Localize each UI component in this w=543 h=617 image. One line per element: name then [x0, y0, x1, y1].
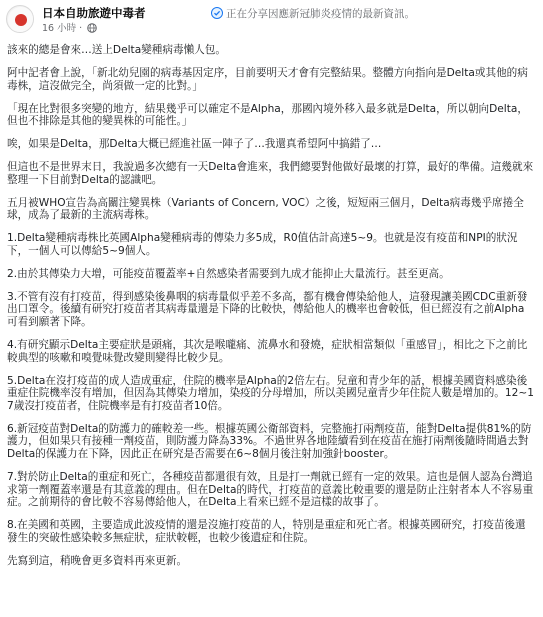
post-meta: 16 小時 ·	[42, 20, 97, 36]
page-avatar[interactable]	[6, 5, 34, 33]
activity-text: 正在分享因應新冠肺炎疫情的最新資訊。	[226, 8, 415, 20]
globe-icon	[87, 23, 97, 36]
activity-status	[211, 6, 415, 21]
post-paragraph: 4.有研究顯示Delta主要症狀是頭痛，其次是喉嚨痛、流鼻水和發燒，症狀相當類似「重感冒」，相比之下之前比較典型的咳嗽和嗅覺味覺改變則變得比較少見。	[7, 339, 528, 364]
post-paragraph: 該來的總是會來…送上Delta變種病毒懶人包。	[7, 44, 226, 56]
activity-icon	[211, 7, 223, 19]
page-avatar-image	[7, 6, 34, 33]
post-paragraph: 「現在比對很多突變的地方，結果幾乎可以確定不是Alpha，那國內境外移入最多就是Delta，所以朝向Delta，但也不排除是其他的變異株的可能性。」	[7, 102, 528, 128]
post-paragraph: 但這也不是世界末日，我說過多次總有一天Delta會進來，我們總要對他做好最壞的打算，最好的準備。這幾就來整理一下目前對Delta的認識吧。	[7, 161, 534, 186]
post-paragraph: 6.新冠疫苗對Delta的防護力的確較差一些。根據英國公衛部資料，完整施打兩劑疫苗，能對Delta提供81%的防護力，但如果只有接種一劑疫苗，則防護力降為33%。不過世界各地陸續看到在疫苗在施打兩劑後隨時間過去對Delta的保護力在下降，因此正在研究是否需要在6~8個月後注射加強針booster。	[7, 422, 532, 460]
page-name-link[interactable]: 日本自助旅遊中毒者	[42, 6, 146, 20]
post-paragraph: 唉，如果是Delta，那Delta大概已經進社區一陣子了…我還真希望阿中搞錯了…	[7, 138, 382, 151]
post-paragraph: 1.Delta變種病毒株比英國Alpha變種病毒的傳染力多5成，R0值估計高達5~9。也就是沒有疫苗和NPI的狀況下，一個人可以傳給5~9個人。	[7, 232, 518, 257]
post-timestamp[interactable]: 16 小時	[42, 23, 77, 34]
post-paragraph: 阿中記者會上說，「新北幼兒園的病毒基因定序，目前要明天才會有完整結果。整體方向指向是Delta或其他的病毒株，這沒做完全，尚須做一定的比對。」	[7, 66, 528, 92]
post-paragraph: 5.Delta在沒打疫苗的成人造成重症，住院的機率是Alpha的2倍左右。兒童和青少年的話，根據美國資料感染後重症住院機率沒有增加，但因為其傳染力增加，染疫的分母增加，所以美國兒童青少年住院人數是增加的。12~17歲沒打疫苗者，住院機率是有打疫苗者10倍。	[7, 374, 534, 412]
post-paragraph: 先寫到這，稍晚會更多資料再來更新。	[7, 554, 188, 567]
post-body	[7, 44, 535, 578]
post-paragraph: 7.對於防止Delta的重症和死亡，各種疫苗都還很有效，且是打一劑就已經有一定的效果。這也是個人認為台灣追求第一劑覆蓋率還是有其意義的理由。但在Delta的時代，打疫苗的意義比較重要的還是防止注射者本人不容易重症。之前期待的會比較不容易傳給他人，在Delta上看來已經不是這樣的故事了。	[7, 470, 534, 509]
post-paragraph: 3.不管有沒有打疫苗，得到感染後鼻咽的病毒量似乎差不多高，都有機會傳染給他人，這發現讓美國CDC重新發出口罩令。後續有研究打疫苗者其病毒量還是下降的比較快，傳給他人的機率也會較低，但已經沒有之前Alpha可看到願著下降。	[7, 290, 528, 329]
post-header	[6, 4, 538, 32]
post-paragraph: 8.在美國和英國，主要造成此波疫情的還是沒施打疫苗的人，特別是重症和死亡者。根據英國研究，打疫苗後還發生的突破性感染較多無症狀，症狀較輕，也較少後遺症和住院。	[7, 519, 526, 544]
post-paragraph: 2.由於其傳染力大增，可能疫苗覆蓋率+自然感染者需要到九成才能抑止大量流行。甚至更高。	[7, 267, 450, 280]
post-paragraph: 五月被WHO宣告為高關注變異株（Variants of Concern, VOC）之後，短短兩三個月，Delta病毒幾乎席捲全球，成為了最新的主流病毒株。	[7, 196, 524, 222]
